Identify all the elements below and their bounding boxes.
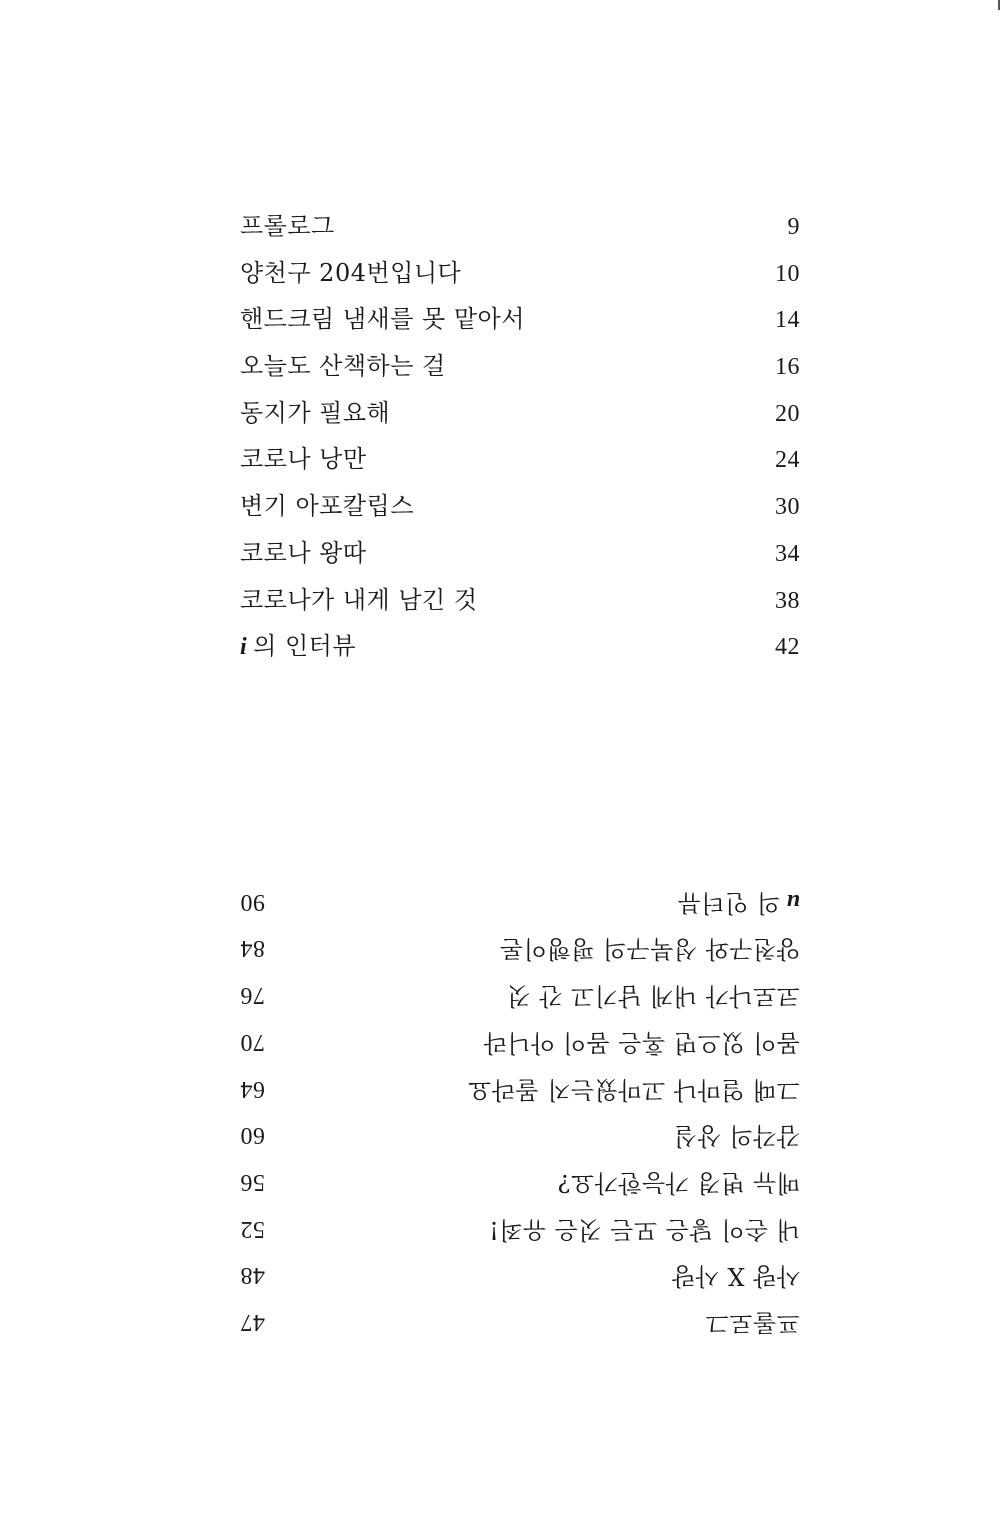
toc-title: 핸드크림 냄새를 못 맡아서	[240, 305, 525, 334]
toc-page-number: 30	[775, 494, 800, 521]
toc-page-number: 20	[775, 400, 800, 427]
toc-bottom-upside-down	[240, 876, 800, 1343]
toc-title: 프롤로그	[240, 212, 335, 240]
toc-page-number: 38	[775, 587, 800, 614]
toc-row	[240, 580, 800, 627]
toc-title: 양천구와 성북구의 평행이론	[499, 935, 800, 964]
toc-page-number: 52	[240, 1215, 265, 1242]
toc-page-number: 47	[240, 1308, 265, 1335]
interview-title: 의 인터뷰	[253, 632, 357, 661]
toc-page-number: 34	[775, 540, 800, 567]
toc-row	[240, 1016, 800, 1063]
toc-title: 코로나 왕따	[240, 538, 367, 567]
toc-row	[240, 1063, 800, 1110]
toc-page-number: 64	[240, 1075, 265, 1102]
toc-title: 동지가 필요해	[240, 398, 391, 427]
toc-title: 코로나가 내게 남기고 간 것	[506, 982, 800, 1011]
toc-row	[240, 439, 800, 486]
toc-page-number: 14	[775, 307, 800, 334]
toc-row	[240, 1203, 800, 1250]
toc-page-number: 56	[240, 1168, 265, 1195]
toc-row	[240, 533, 800, 580]
toc-row	[240, 346, 800, 393]
toc-title	[240, 626, 356, 661]
toc-row	[240, 876, 800, 923]
toc-page-number: 42	[775, 634, 800, 661]
toc-title: 그때 얼마나 고마웠는지 몰라요	[467, 1075, 800, 1104]
toc-row	[240, 1296, 800, 1343]
toc-title	[677, 888, 800, 923]
toc-title: 몸이 있으면 혹은 몸이 아니라	[483, 1028, 800, 1057]
toc-title: 내 손이 닿은 모든 것은 유죄!	[488, 1215, 800, 1244]
toc-row	[240, 253, 800, 300]
toc-row	[240, 393, 800, 440]
interview-prefix: i	[240, 634, 248, 661]
toc-page-number: 10	[775, 260, 800, 287]
toc-title: 프롤로그	[705, 1308, 800, 1337]
toc-row	[240, 923, 800, 970]
interview-title: 의 인터뷰	[677, 888, 781, 917]
toc-title: 코로나 낭만	[240, 445, 367, 474]
toc-page-number: 84	[240, 935, 265, 962]
toc-page-number: 70	[240, 1028, 265, 1055]
toc-page-number: 24	[775, 447, 800, 474]
toc-title: 변기 아포칼립스	[240, 492, 414, 521]
toc-row	[240, 626, 800, 673]
toc-page-number: 48	[240, 1262, 265, 1289]
toc-top	[240, 206, 800, 673]
toc-page-number: 9	[787, 214, 800, 240]
toc-row	[240, 1156, 800, 1203]
toc-title: 코로나가 내게 남긴 것	[240, 585, 478, 614]
toc-title: 오늘도 산책하는 걸	[240, 352, 446, 381]
toc-row	[240, 1109, 800, 1156]
toc-row	[240, 1250, 800, 1297]
toc-title: 감각의 상실	[673, 1122, 800, 1151]
toc-row	[240, 486, 800, 533]
toc-row	[240, 299, 800, 346]
toc-page-number: 60	[240, 1122, 265, 1149]
toc-page-number: 16	[775, 354, 800, 381]
toc-title: 양천구 204번입니다	[240, 258, 462, 287]
toc-row	[240, 969, 800, 1016]
toc-page-number: 76	[240, 982, 265, 1009]
toc-row	[240, 206, 800, 253]
toc-title: 메뉴 변경 가능한가요?	[557, 1168, 800, 1197]
toc-page-number: 90	[240, 888, 265, 915]
toc-title: 사랑 X 사랑	[671, 1262, 800, 1291]
interview-prefix: u	[786, 888, 800, 915]
